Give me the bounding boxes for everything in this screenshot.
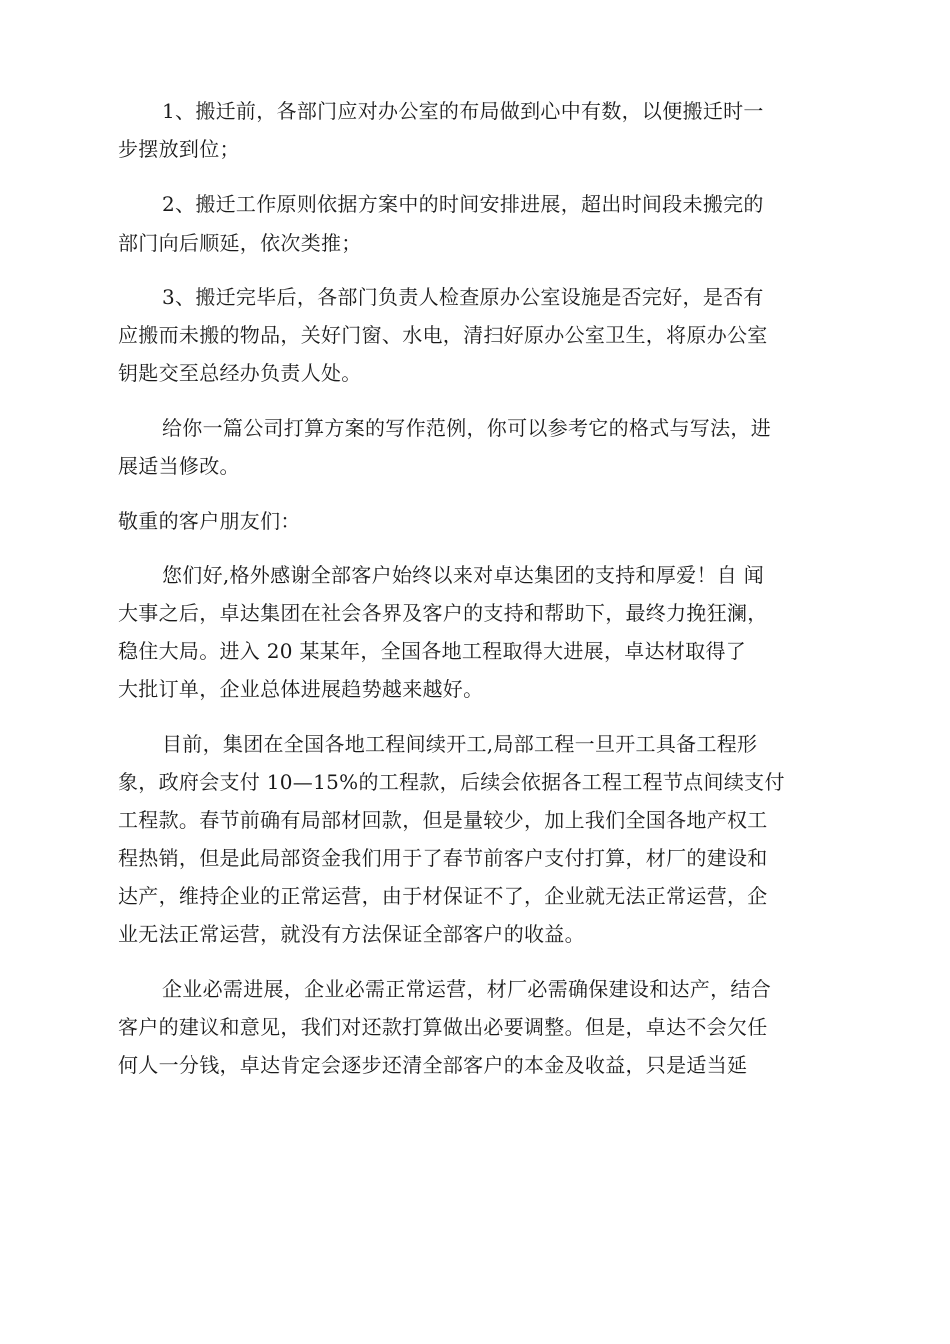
text-line: 大批订单，企业总体进展趋势越来越好。	[118, 677, 484, 701]
text-line: 客户的建议和意见，我们对还款打算做出必要调整。但是，卓达不会欠任	[118, 1015, 768, 1039]
salutation: 敬重的客户朋友们：	[118, 509, 301, 533]
text-line: 2、搬迁工作原则依据方案中的时间安排进展，超出时间段未搬完的	[162, 192, 764, 216]
text-line: 部门向后顺延，依次类推；	[118, 231, 362, 255]
text-line: 您们好,格外感谢全部客户始终以来对卓达集团的支持和厚爱！自 闻	[162, 563, 765, 587]
text-line: 程热销，但是此局部资金我们用于了春节前客户支付打算，材厂的建设和	[118, 846, 768, 870]
text-line: 工程款。春节前确有局部材回款，但是量较少，加上我们全国各地产权工	[118, 808, 768, 832]
text-line: 企业必需进展，企业必需正常运营，材厂必需确保建设和达产，结合	[162, 977, 771, 1001]
text-line: 象，政府会支付 10—15%的工程款，后续会依据各工程工程节点间续支付	[118, 770, 785, 794]
text-line: 何人一分钱，卓达肯定会逐步还清全部客户的本金及收益，只是适当延	[118, 1053, 748, 1077]
text-line: 1、搬迁前，各部门应对办公室的布局做到心中有数，以便搬迁时一	[162, 99, 764, 123]
text-line: 业无法正常运营，就没有方法保证全部客户的收益。	[118, 922, 585, 946]
text-line: 展适当修改。	[118, 454, 240, 478]
text-line: 3、搬迁完毕后，各部门负责人检查原办公室设施是否完好，是否有	[162, 285, 764, 309]
text-line: 大事之后，卓达集团在社会各界及客户的支持和帮助下，最终力挽狂澜，	[118, 601, 768, 625]
text-line: 给你一篇公司打算方案的写作范例，你可以参考它的格式与写法，进	[162, 416, 771, 440]
text-line: 目前，集团在全国各地工程间续开工,局部工程一旦开工具备工程形	[162, 732, 758, 756]
text-line: 稳住大局。进入 20 某某年，全国各地工程取得大进展，卓达材取得了	[118, 639, 747, 663]
text-line: 步摆放到位；	[118, 137, 240, 161]
text-line: 达产，维持企业的正常运营，由于材保证不了，企业就无法正常运营，企	[118, 884, 768, 908]
text-line: 钥匙交至总经办负责人处。	[118, 361, 362, 385]
text-line: 应搬而未搬的物品，关好门窗、水电，清扫好原办公室卫生，将原办公室	[118, 323, 768, 347]
